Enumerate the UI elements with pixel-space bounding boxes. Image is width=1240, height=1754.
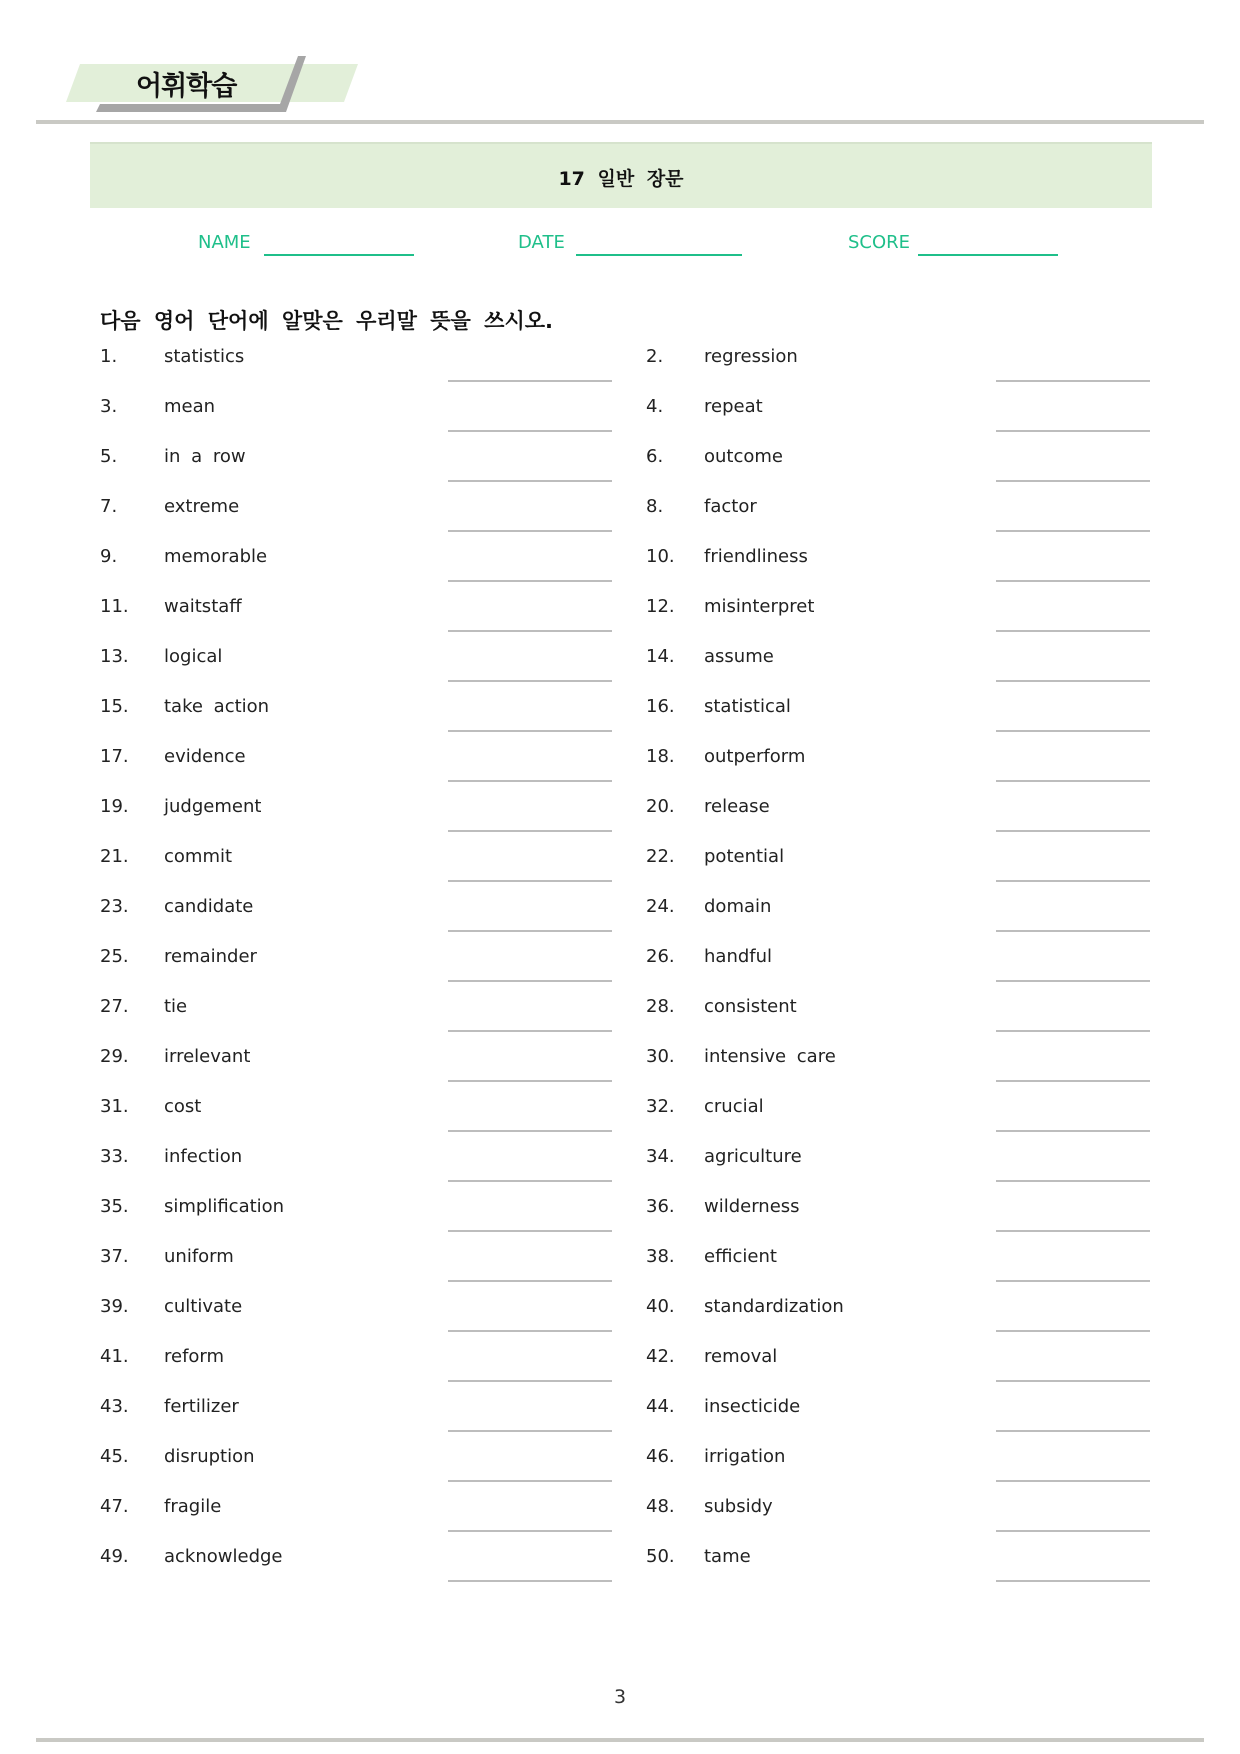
vocab-number: 21. (100, 846, 129, 867)
vocab-number: 35. (100, 1196, 129, 1217)
answer-line[interactable] (448, 1380, 612, 1382)
vocab-number: 5. (100, 446, 118, 467)
vocab-number: 14. (646, 646, 675, 667)
vocab-word: consistent (704, 996, 797, 1017)
answer-line[interactable] (448, 930, 612, 932)
vocab-word: candidate (164, 896, 254, 917)
vocab-number: 15. (100, 696, 129, 717)
answer-line[interactable] (996, 630, 1150, 632)
vocab-word: logical (164, 646, 223, 667)
page-number: 3 (613, 1686, 627, 1708)
worksheet-title-box (90, 142, 1152, 208)
vocab-item (646, 896, 1150, 946)
vocab-word: in a row (164, 446, 246, 467)
vocab-number: 20. (646, 796, 675, 817)
vocab-word: acknowledge (164, 1546, 283, 1567)
vocab-item (646, 1546, 1150, 1596)
answer-line[interactable] (448, 880, 612, 882)
vocab-word: regression (704, 346, 798, 367)
vocab-word: cost (164, 1096, 202, 1117)
answer-line[interactable] (996, 1330, 1150, 1332)
answer-line[interactable] (996, 1180, 1150, 1182)
vocab-item (646, 1246, 1150, 1296)
vocab-item (100, 546, 612, 596)
vocab-item (646, 1446, 1150, 1496)
answer-line[interactable] (996, 1480, 1150, 1482)
answer-line[interactable] (448, 830, 612, 832)
vocab-number: 26. (646, 946, 675, 967)
answer-line[interactable] (448, 480, 612, 482)
answer-line[interactable] (996, 1380, 1150, 1382)
vocab-word: outperform (704, 746, 806, 767)
vocab-word: intensive care (704, 1046, 836, 1067)
vocab-number: 18. (646, 746, 675, 767)
vocab-word: judgement (164, 796, 262, 817)
vocab-item (646, 1346, 1150, 1396)
vocab-item (646, 496, 1150, 546)
answer-line[interactable] (996, 1030, 1150, 1032)
vocab-word: handful (704, 946, 773, 967)
vocab-word: commit (164, 846, 233, 867)
answer-line[interactable] (448, 1180, 612, 1182)
vocab-word: statistics (164, 346, 245, 367)
vocab-word: reform (164, 1346, 225, 1367)
vocab-item (100, 1196, 612, 1246)
vocab-word: agriculture (704, 1146, 802, 1167)
vocab-number: 29. (100, 1046, 129, 1067)
vocab-number: 9. (100, 546, 118, 567)
vocab-number: 24. (646, 896, 675, 917)
vocab-word: memorable (164, 546, 268, 567)
vocab-word: factor (704, 496, 757, 517)
vocab-word: tie (164, 996, 188, 1017)
vocab-number: 2. (646, 346, 664, 367)
answer-line[interactable] (448, 680, 612, 682)
date-field[interactable] (576, 254, 742, 256)
vocab-word: removal (704, 1346, 778, 1367)
vocab-number: 4. (646, 396, 664, 417)
vocab-word: disruption (164, 1446, 255, 1467)
vocab-word: subsidy (704, 1496, 773, 1517)
vocab-word: take action (164, 696, 270, 717)
vocab-word: cultivate (164, 1296, 243, 1317)
vocab-item (100, 1046, 612, 1096)
vocab-item (100, 596, 612, 646)
answer-line[interactable] (448, 580, 612, 582)
vocab-item (100, 1496, 612, 1546)
vocab-number: 44. (646, 1396, 675, 1417)
vocab-word: simplification (164, 1196, 285, 1217)
vocab-item (100, 1246, 612, 1296)
vocab-number: 42. (646, 1346, 675, 1367)
vocab-word: friendliness (704, 546, 808, 567)
vocab-item (100, 446, 612, 496)
date-label: DATE (518, 232, 565, 253)
vocab-item (100, 1096, 612, 1146)
vocab-item (100, 746, 612, 796)
vocab-number: 34. (646, 1146, 675, 1167)
vocab-number: 40. (646, 1296, 675, 1317)
answer-line[interactable] (996, 1080, 1150, 1082)
vocab-number: 39. (100, 1296, 129, 1317)
vocab-number: 50. (646, 1546, 675, 1567)
vocab-number: 23. (100, 896, 129, 917)
vocab-word: extreme (164, 496, 240, 517)
vocab-number: 41. (100, 1346, 129, 1367)
vocab-item (100, 346, 612, 396)
vocab-number: 7. (100, 496, 118, 517)
answer-line[interactable] (996, 430, 1150, 432)
vocab-number: 31. (100, 1096, 129, 1117)
vocab-number: 22. (646, 846, 675, 867)
vocab-item (100, 396, 612, 446)
answer-line[interactable] (996, 730, 1150, 732)
vocab-number: 1. (100, 346, 118, 367)
vocab-number: 13. (100, 646, 129, 667)
vocab-word: insecticide (704, 1396, 801, 1417)
vocab-item (646, 946, 1150, 996)
vocab-word: uniform (164, 1246, 234, 1267)
vocab-word: evidence (164, 746, 246, 767)
vocab-item (646, 1046, 1150, 1096)
vocab-item (100, 1396, 612, 1446)
answer-line[interactable] (996, 480, 1150, 482)
vocab-number: 49. (100, 1546, 129, 1567)
answer-line[interactable] (996, 880, 1150, 882)
answer-line[interactable] (448, 1330, 612, 1332)
vocab-item (646, 796, 1150, 846)
answer-line[interactable] (448, 380, 612, 382)
vocab-word: fertilizer (164, 1396, 239, 1417)
vocab-number: 46. (646, 1446, 675, 1467)
vocab-word: domain (704, 896, 772, 917)
vocab-word: repeat (704, 396, 763, 417)
vocab-word: mean (164, 396, 216, 417)
name-field[interactable] (264, 254, 414, 256)
vocab-item (646, 446, 1150, 496)
answer-line[interactable] (996, 780, 1150, 782)
answer-line[interactable] (448, 780, 612, 782)
answer-line[interactable] (448, 1230, 612, 1232)
vocab-word: potential (704, 846, 785, 867)
answer-line[interactable] (448, 1030, 612, 1032)
vocab-number: 33. (100, 1146, 129, 1167)
vocab-word: infection (164, 1146, 243, 1167)
vocab-word: misinterpret (704, 596, 815, 617)
vocab-item (100, 946, 612, 996)
top-divider (36, 120, 1204, 124)
vocab-item (646, 1146, 1150, 1196)
vocab-number: 10. (646, 546, 675, 567)
answer-line[interactable] (996, 1230, 1150, 1232)
vocab-item (646, 646, 1150, 696)
vocab-number: 25. (100, 946, 129, 967)
vocab-word: crucial (704, 1096, 764, 1117)
vocab-word: standardization (704, 1296, 844, 1317)
vocab-number: 12. (646, 596, 675, 617)
vocab-item (100, 1346, 612, 1396)
vocab-item (646, 596, 1150, 646)
header-title: 어휘학습 (136, 71, 237, 102)
vocab-number: 48. (646, 1496, 675, 1517)
answer-line[interactable] (448, 630, 612, 632)
vocab-word: release (704, 796, 770, 817)
vocab-number: 45. (100, 1446, 129, 1467)
vocab-item (100, 696, 612, 746)
vocab-number: 38. (646, 1246, 675, 1267)
vocab-item (646, 696, 1150, 746)
vocab-number: 17. (100, 746, 129, 767)
name-label: NAME (198, 232, 251, 253)
answer-line[interactable] (448, 530, 612, 532)
answer-line[interactable] (996, 580, 1150, 582)
vocab-word: irrigation (704, 1446, 786, 1467)
vocab-word: outcome (704, 446, 783, 467)
vocab-item (646, 346, 1150, 396)
vocab-word: statistical (704, 696, 791, 717)
vocab-item (646, 746, 1150, 796)
answer-line[interactable] (996, 1430, 1150, 1432)
vocab-number: 19. (100, 796, 129, 817)
vocab-item (100, 796, 612, 846)
vocab-number: 47. (100, 1496, 129, 1517)
vocab-item (646, 996, 1150, 1046)
vocab-number: 43. (100, 1396, 129, 1417)
vocab-item (100, 896, 612, 946)
vocab-item (100, 996, 612, 1046)
vocab-number: 16. (646, 696, 675, 717)
vocab-number: 11. (100, 596, 129, 617)
answer-line[interactable] (996, 530, 1150, 532)
answer-line[interactable] (448, 1580, 612, 1582)
vocab-number: 32. (646, 1096, 675, 1117)
answer-line[interactable] (996, 380, 1150, 382)
vocab-number: 37. (100, 1246, 129, 1267)
answer-line[interactable] (996, 1580, 1150, 1582)
bottom-divider (36, 1738, 1204, 1742)
score-field[interactable] (918, 254, 1058, 256)
answer-line[interactable] (996, 980, 1150, 982)
vocab-item (100, 1296, 612, 1346)
vocab-word: irrelevant (164, 1046, 251, 1067)
vocab-number: 8. (646, 496, 664, 517)
answer-line[interactable] (996, 1280, 1150, 1282)
answer-line[interactable] (996, 1530, 1150, 1532)
vocab-item (646, 546, 1150, 596)
vocab-word: efficient (704, 1246, 777, 1267)
answer-line[interactable] (448, 430, 612, 432)
answer-line[interactable] (448, 1480, 612, 1482)
vocab-number: 28. (646, 996, 675, 1017)
vocab-item (100, 1446, 612, 1496)
vocab-item (646, 1196, 1150, 1246)
vocab-item (646, 1096, 1150, 1146)
vocab-item (646, 1296, 1150, 1346)
vocab-word: fragile (164, 1496, 222, 1517)
vocab-word: remainder (164, 946, 257, 967)
answer-line[interactable] (448, 1130, 612, 1132)
vocab-item (100, 496, 612, 546)
vocab-number: 6. (646, 446, 664, 467)
score-label: SCORE (848, 232, 911, 253)
answer-line[interactable] (448, 1280, 612, 1282)
answer-line[interactable] (448, 980, 612, 982)
vocab-item (100, 846, 612, 896)
answer-line[interactable] (996, 680, 1150, 682)
vocab-word: waitstaff (164, 596, 242, 617)
vocab-word: wilderness (704, 1196, 800, 1217)
vocab-item (100, 1146, 612, 1196)
vocab-number: 3. (100, 396, 118, 417)
vocab-item (646, 396, 1150, 446)
vocab-item (646, 1396, 1150, 1446)
vocab-word: assume (704, 646, 774, 667)
answer-line[interactable] (448, 730, 612, 732)
vocab-number: 27. (100, 996, 129, 1017)
answer-line[interactable] (448, 1530, 612, 1532)
vocab-item (100, 646, 612, 696)
instruction-text: 다음 영어 단어에 알맞은 우리말 뜻을 쓰시오. (100, 309, 553, 333)
answer-line[interactable] (448, 1430, 612, 1432)
answer-line[interactable] (448, 1080, 612, 1082)
vocab-word: tame (704, 1546, 751, 1567)
vocab-item (646, 846, 1150, 896)
worksheet-title: 17 일반 장문 (558, 168, 684, 190)
vocab-number: 30. (646, 1046, 675, 1067)
vocab-item (646, 1496, 1150, 1546)
answer-line[interactable] (996, 930, 1150, 932)
answer-line[interactable] (996, 1130, 1150, 1132)
answer-line[interactable] (996, 830, 1150, 832)
vocab-item (100, 1546, 612, 1596)
vocab-number: 36. (646, 1196, 675, 1217)
